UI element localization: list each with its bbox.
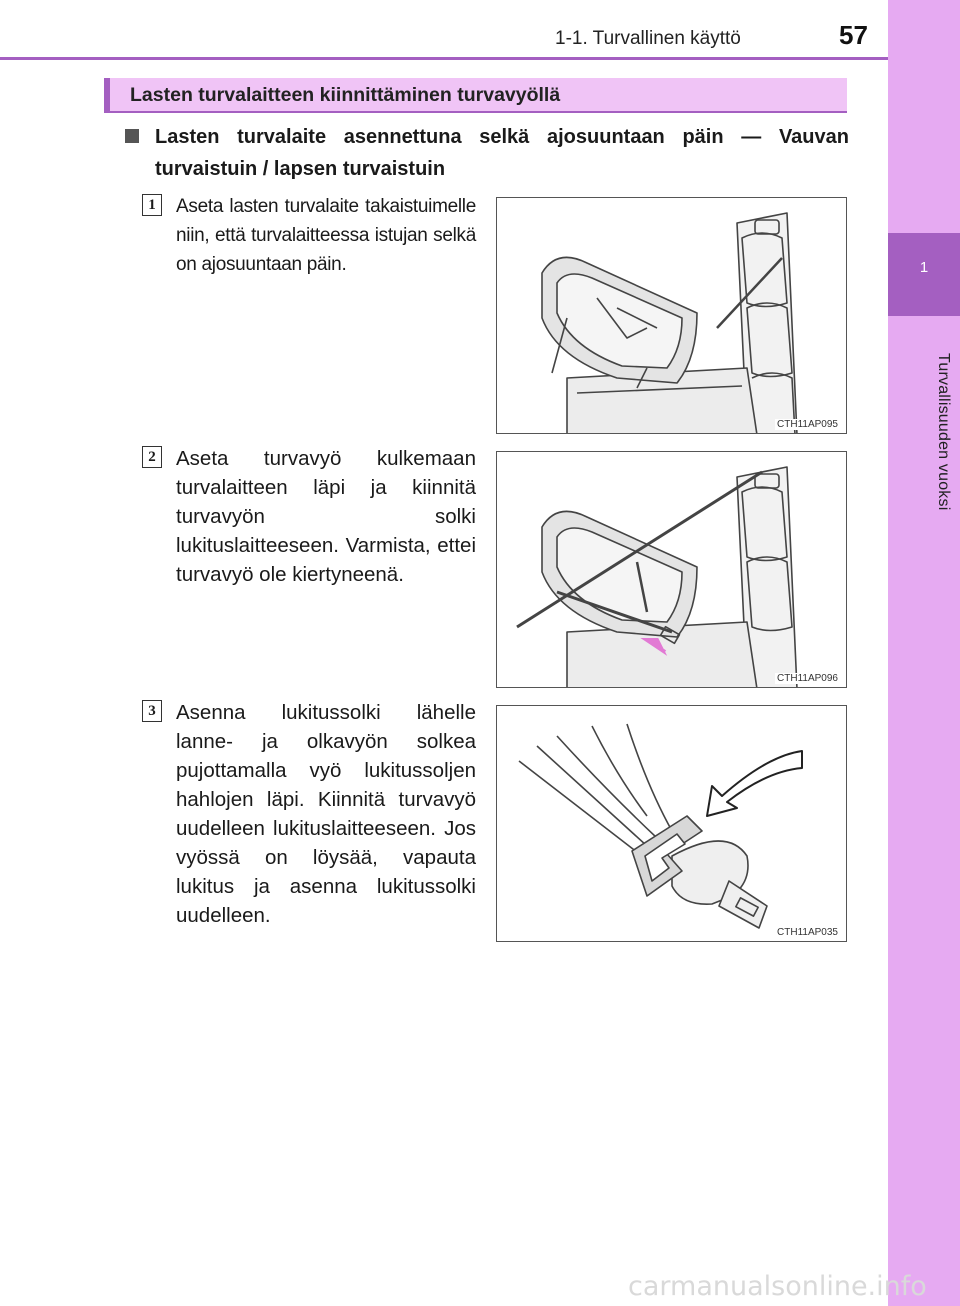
step-text-2: Aseta turvavyö kulkemaan turvalaitteen läpi ja kiinnitä turvavyön solki lukituslaitteeseen. Varmista, ettei turvavyö ole kiertyneenä.: [176, 447, 476, 586]
chapter-number: 1: [919, 259, 929, 276]
step-number-1: 1: [142, 194, 162, 216]
section-heading-box: [104, 78, 847, 113]
chapter-label: Turvallisuuden vuoksi: [935, 353, 952, 511]
watermark: carmanualsonline.info: [628, 1271, 927, 1302]
bullet-icon: [125, 129, 139, 143]
figure-code: CTH11AP095: [777, 419, 838, 430]
figure-locking-clip: [496, 705, 847, 942]
step-number-2: 2: [142, 446, 162, 468]
step-number-3: 3: [142, 700, 162, 722]
child-seat-illustration-2: [497, 452, 847, 688]
chapter-tab[interactable]: [888, 233, 960, 316]
chapter-sidebar: [888, 0, 960, 1306]
subheading: Lasten turvalaite asennettuna selkä ajosuuntaan päin — Vauvan turvaistuin / lapsen turvaistuin: [155, 126, 849, 180]
header-divider: [0, 57, 888, 60]
figure-belt-routed: [496, 451, 847, 688]
section-heading: Lasten turvalaitteen kiinnittäminen turvavyöllä: [130, 84, 561, 106]
step-text-3: Asenna lukitussolki lähelle lanne- ja olkavyön solkea pujottamalla vyö lukitussoljen hahlojen läpi. Kiinnitä turvavyö uudelleen lukituslaitteeseen. Jos vyössä on löysää, vapauta lukitus ja asenna lukitussolki uudelleen.: [176, 701, 476, 927]
page-number: 57: [839, 20, 868, 50]
step-text-1: Aseta lasten turvalaite takaistuimelle niin, että turvalaitteessa istujan selkä on ajosuuntaan päin.: [176, 196, 476, 275]
figure-code: CTH11AP096: [777, 673, 838, 684]
figure-code: CTH11AP035: [777, 927, 838, 938]
section-title: 1-1. Turvallinen käyttö: [555, 28, 741, 49]
figure-child-seat-placed: [496, 197, 847, 434]
locking-clip-illustration: [497, 706, 847, 942]
child-seat-illustration-1: [497, 198, 847, 434]
